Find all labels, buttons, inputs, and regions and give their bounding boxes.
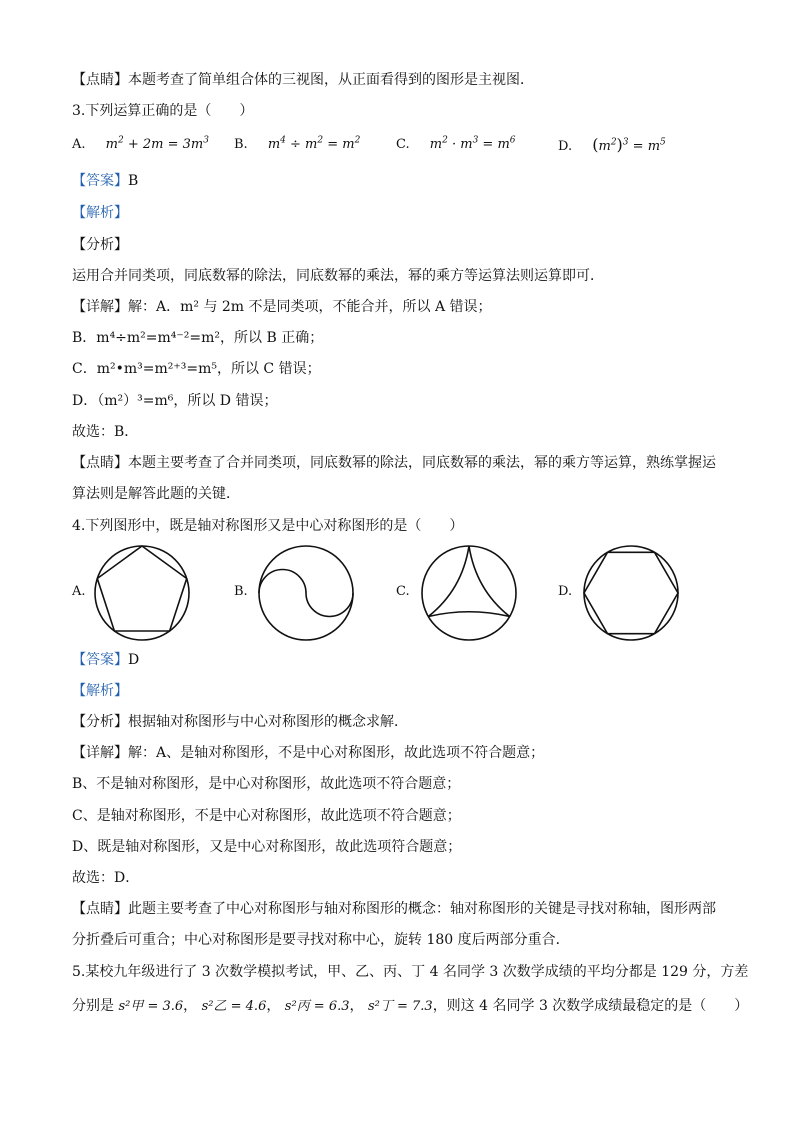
q3-option-a-expr: $m^2 + 2m = 3m^3$	[105, 135, 209, 152]
detail-4-d: D、既是轴对称图形，又是中心对称图形，故此选项符合题意；	[72, 839, 462, 855]
dianjing-4: 【点睛】此题主要考查了中心对称图形与轴对称图形的概念：轴对称图形的关键是寻找对称轴，图形两部	[72, 901, 716, 917]
dianjing-4-cont: 分折叠后可重合；中心对称图形是要寻找对称中心，旋转 180 度后两部分重合．	[72, 932, 570, 948]
detail-4-b: B、不是轴对称图形，是中心对称图形，故此选项不符合题意；	[72, 776, 461, 792]
dianjing-tag: 【点睛】	[72, 72, 128, 88]
q4-label-b: B.	[234, 584, 248, 599]
q3-option-d: D. $(m^2)^3 = m^5$	[558, 135, 666, 154]
fenxi-4: 【分析】根据轴对称图形与中心对称图形的概念求解．	[72, 714, 408, 730]
variance-ding: s²丁 = 7.3	[367, 999, 433, 1014]
xiangjie-3: 【详解】解：A．m² 与 2m 不是同类项，不能合并，所以 A 错误；	[72, 299, 492, 315]
detail-3-d: D．（m²）³=m⁶，所以 D 错误；	[72, 393, 278, 409]
circle-hexagon-figure	[581, 545, 681, 641]
q3-option-b: B. $m^4 \div m^2 = m^2$	[234, 135, 361, 152]
detail-3-b: B．m⁴÷m²=m⁴⁻²=m²，所以 B 正确；	[72, 330, 324, 346]
q3-option-c-expr: $m^2 \cdot m^3 = m^6$	[429, 135, 516, 152]
answer-3	[72, 171, 724, 191]
circle-pentagon-figure	[92, 545, 192, 641]
reuleaux-triangle-figure	[419, 545, 519, 641]
jiexi-3: 【解析】	[72, 205, 128, 221]
dianjing-3-cont: 算法则是解答此题的关键．	[72, 486, 240, 502]
question-4: 4.下列图形中，既是轴对称图形又是中心对称图形的是（ ）	[72, 518, 464, 534]
detail-4-c: C、是轴对称图形，不是中心对称图形，故此选项不符合题意；	[72, 808, 461, 824]
guxuan-4: 故选：D．	[72, 870, 140, 886]
xiangjie-4: 【详解】解：A、是轴对称图形，不是中心对称图形，故此选项不符合题意；	[72, 745, 545, 761]
variance-yi: s²乙 = 4.6	[201, 999, 267, 1014]
q4-label-c: C.	[396, 584, 410, 599]
fenxi-3-text: 运用合并同类项，同底数幂的除法，同底数幂的乘法，幂的乘方等运算法则运算即可．	[72, 268, 604, 284]
variance-jia: s²甲 = 3.6	[118, 999, 184, 1014]
yin-yang-figure	[256, 545, 356, 641]
detail-3-c: C．m²•m³=m²⁺³=m⁵，所以 C 错误；	[72, 361, 321, 377]
variance-bing: s²丙 = 6.3	[284, 999, 350, 1014]
answer-value: B	[128, 173, 139, 189]
dianjing-line	[72, 70, 724, 90]
q3-option-a: A. $m^2 + 2m = 3m^3$	[72, 135, 209, 152]
question-5: 5.某校九年级进行了 3 次数学模拟考试，甲、乙、丙、丁 4 名同学 3 次数学成绩的平均分都是 129 分，方差	[72, 964, 749, 980]
q4-label-d: D.	[558, 584, 573, 599]
jiexi-4: 【解析】	[72, 683, 128, 699]
answer-tag: 【答案】	[72, 173, 128, 189]
q3-option-c: C. $m^2 \cdot m^3 = m^6$	[396, 135, 516, 152]
q3-option-b-expr: $m^4 \div m^2 = m^2$	[267, 135, 361, 152]
dianjing-text: 本题考查了简单组合体的三视图，从正面看得到的图形是主视图．	[128, 72, 534, 88]
q4-label-a: A.	[72, 584, 86, 599]
question-3: 3.下列运算正确的是（ ）	[72, 103, 254, 119]
q3-option-d-expr: $(m^2)^3 = m^5$	[592, 135, 666, 154]
dianjing-3: 【点睛】本题主要考查了合并同类项，同底数幂的除法，同底数幂的乘法，幂的乘方等运算，熟练掌握运	[72, 455, 716, 471]
question-5-cont: 分别是 s²甲 = 3.6， s²乙 = 4.6， s²丙 = 6.3， s²丁 = 7.3，则这 4 名同学 3 次数学成绩最稳定的是（ ）	[72, 998, 749, 1014]
answer-4: 【答案】D	[72, 652, 140, 668]
guxuan-3: 故选：B．	[72, 424, 139, 440]
fenxi-3: 【分析】	[72, 237, 128, 253]
